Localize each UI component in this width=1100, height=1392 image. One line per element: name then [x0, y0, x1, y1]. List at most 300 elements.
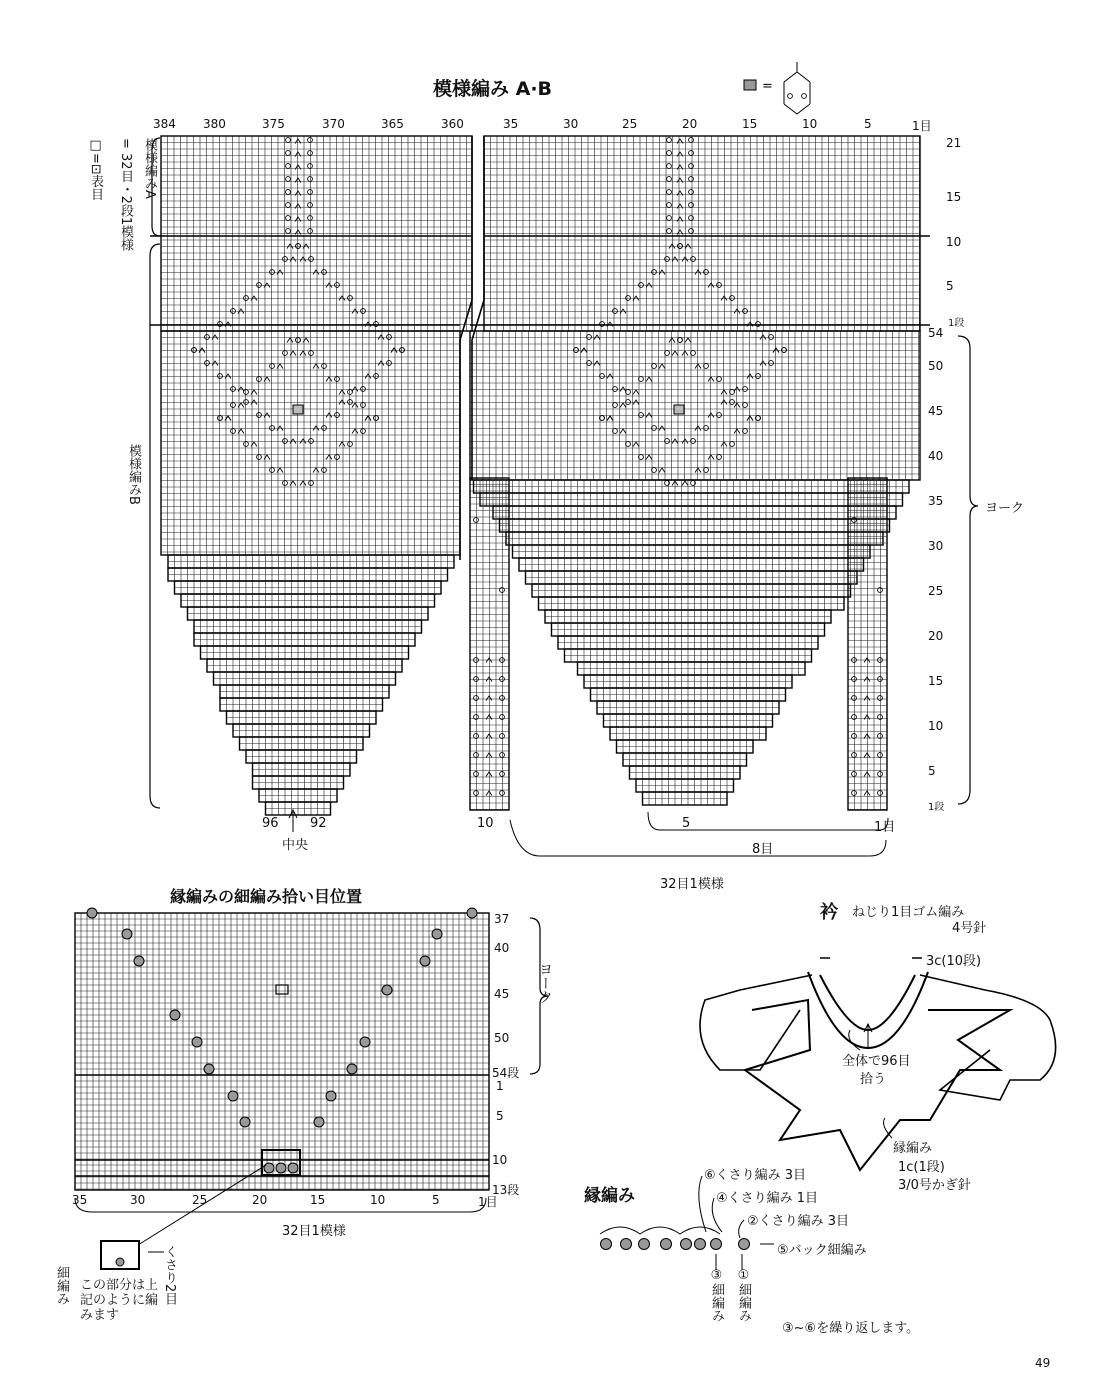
- yarn-over-symbol: [743, 403, 748, 408]
- right-yoke-step: [597, 701, 779, 714]
- yarn-over-symbol: [335, 413, 340, 418]
- yarn-over-symbol: [244, 296, 249, 301]
- right-yoke-step: [636, 779, 734, 792]
- yarn-over-symbol: [802, 94, 807, 99]
- yarn-over-symbol: [474, 734, 479, 739]
- yarn-over-symbol: [283, 257, 288, 262]
- left-yoke-step: [246, 750, 357, 763]
- yarn-over-symbol: [474, 696, 479, 701]
- right-yoke-step: [617, 740, 754, 753]
- yarn-over-symbol: [283, 351, 288, 356]
- decrease-symbol: [677, 165, 683, 170]
- yarn-over-symbol: [689, 151, 694, 156]
- yarn-over-symbol: [500, 753, 505, 758]
- collar-count: 3c(10段): [926, 954, 982, 969]
- left-yoke-step: [220, 685, 389, 698]
- yarn-over-symbol: [308, 229, 313, 234]
- edging-chain-loops: [600, 1227, 720, 1234]
- yarn-over-symbol: [348, 442, 353, 447]
- edge-row-1: 1: [496, 1079, 504, 1093]
- decrease-symbol: [677, 178, 683, 183]
- legend-equals: =: [762, 79, 773, 94]
- edge-row-54: 54段: [492, 1066, 520, 1080]
- yarn-over-symbol: [704, 364, 709, 369]
- yarn-over-symbol: [689, 138, 694, 143]
- right-yoke-step-lines: [545, 610, 831, 623]
- upper-row-5: 5: [946, 279, 954, 293]
- yarn-over-symbol: [286, 151, 291, 156]
- edge-col-30: 30: [130, 1193, 146, 1207]
- decrease-symbol: [633, 442, 639, 447]
- decrease-symbol: [659, 364, 665, 369]
- decrease-symbol: [677, 139, 683, 144]
- pickup-point: [314, 1117, 324, 1127]
- right-yoke-step: [526, 571, 858, 584]
- left-yoke-step-lines: [194, 633, 415, 646]
- left-yoke-step-lines: [259, 789, 337, 802]
- yarn-over-symbol: [613, 403, 618, 408]
- yarn-over-symbol: [730, 400, 735, 405]
- decrease-symbol: [486, 715, 492, 720]
- decrease-symbol: [646, 455, 652, 460]
- span-32-brace: [510, 820, 886, 856]
- right-yoke-step: [519, 558, 864, 571]
- decrease-symbol: [486, 753, 492, 758]
- yoke-row-1: 1段: [928, 802, 945, 813]
- yarn-over-symbol: [283, 481, 288, 486]
- right-yoke-step-lines: [493, 506, 896, 519]
- yarn-over-symbol: [205, 361, 210, 366]
- right-yoke-step: [565, 649, 812, 662]
- yarn-over-symbol: [308, 177, 313, 182]
- decrease-symbol: [295, 191, 301, 196]
- decrease-symbol: [747, 416, 753, 421]
- yarn-over-symbol: [667, 203, 672, 208]
- decrease-symbol: [295, 178, 301, 183]
- decrease-symbol: [352, 403, 358, 408]
- yarn-over-symbol: [387, 361, 392, 366]
- pickup-point: [420, 956, 430, 966]
- edge-chart-title: 縁編みの細編み拾い目位置: [170, 887, 363, 906]
- yarn-over-symbol: [639, 377, 644, 382]
- right-yoke-step-lines: [591, 688, 786, 701]
- decrease-symbol: [708, 455, 714, 460]
- left-yoke-step: [168, 555, 454, 568]
- yarn-over-symbol: [218, 374, 223, 379]
- yarn-over-symbol: [691, 439, 696, 444]
- right-yoke-step-lines: [584, 675, 792, 688]
- decrease-symbol: [721, 390, 727, 395]
- bottom-num-92: 92: [310, 816, 327, 831]
- yarn-over-symbol: [309, 481, 314, 486]
- yarn-over-symbol: [574, 348, 579, 353]
- decrease-symbol: [677, 217, 683, 222]
- yarn-over-symbol: [231, 387, 236, 392]
- edging-repeat: ③~⑥を繰り返します。: [782, 1321, 920, 1336]
- yarn-over-symbol: [665, 257, 670, 262]
- right-yoke-step-lines: [604, 714, 773, 727]
- page-number: 49: [1035, 1356, 1051, 1370]
- left-yoke-step-lines: [220, 685, 389, 698]
- yarn-over-symbol: [361, 387, 366, 392]
- yarn-over-symbol: [587, 361, 592, 366]
- collar-edge-2: 1c(1段): [898, 1160, 945, 1175]
- yarn-over-symbol: [704, 426, 709, 431]
- edge-grid-lines: [75, 913, 489, 1190]
- yarn-over-symbol: [852, 753, 857, 758]
- center-label: 中央: [282, 838, 309, 853]
- yarn-over-symbol: [678, 338, 683, 343]
- yarn-over-symbol: [231, 309, 236, 314]
- yarn-over-symbol: [374, 374, 379, 379]
- decrease-symbol: [695, 364, 701, 369]
- right-yoke-step-lines: [539, 597, 845, 610]
- decrease-symbol: [295, 152, 301, 157]
- edging-stitch: [739, 1239, 750, 1250]
- right-yoke-step: [532, 584, 851, 597]
- col-num-5: 5: [864, 117, 872, 131]
- right-yoke-step-lines: [552, 623, 825, 636]
- yarn-over-symbol: [730, 390, 735, 395]
- yarn-over-symbol: [730, 296, 735, 301]
- yoke-brace: [958, 336, 978, 804]
- pickup-point: [360, 1037, 370, 1047]
- right-yoke-step-lines: [480, 493, 903, 506]
- yarn-over-symbol: [852, 772, 857, 777]
- yoke-label-main: ヨーク: [985, 501, 1025, 516]
- edging-stitch: [621, 1239, 632, 1250]
- yarn-over-symbol: [704, 468, 709, 473]
- right-yoke-step: [591, 688, 786, 701]
- edging-step-3: ③細編み: [709, 1268, 724, 1322]
- yarn-over-symbol: [322, 364, 327, 369]
- right-yoke-step-lines: [500, 519, 890, 532]
- edging-title: 縁編み: [584, 1186, 635, 1206]
- decrease-symbol: [313, 364, 319, 369]
- edge-row-40: 40: [494, 941, 510, 955]
- pickup-point: [192, 1037, 202, 1047]
- decrease-symbol: [864, 753, 870, 758]
- yarn-over-symbol: [270, 468, 275, 473]
- edging-step-4: ④くさり編み 1目: [716, 1191, 819, 1206]
- col-num-10: 10: [802, 117, 818, 131]
- edging-stitch: [601, 1239, 612, 1250]
- pickup-point: [288, 1163, 298, 1173]
- collar-pickup-2: 拾う: [860, 1072, 887, 1087]
- left-yoke-step: [253, 763, 351, 776]
- yarn-over-symbol: [309, 439, 314, 444]
- right-yoke-step: [584, 675, 792, 688]
- yarn-over-symbol: [689, 177, 694, 182]
- yarn-over-symbol: [756, 416, 761, 421]
- yarn-over-symbol: [652, 270, 657, 275]
- yoke-row-5: 5: [928, 764, 936, 778]
- yarn-over-symbol: [689, 229, 694, 234]
- right-yoke-step-lines: [513, 545, 871, 558]
- yarn-over-symbol: [283, 439, 288, 444]
- yarn-over-symbol: [308, 164, 313, 169]
- yoke-row-54: 54: [928, 326, 944, 340]
- yarn-over-symbol: [689, 190, 694, 195]
- decrease-symbol: [669, 338, 675, 343]
- yarn-over-symbol: [374, 416, 379, 421]
- yarn-over-symbol: [270, 364, 275, 369]
- side-column-left-lines: [470, 478, 509, 810]
- col-num-30: 30: [563, 117, 579, 131]
- col-num-380: 380: [203, 117, 226, 131]
- left-yoke-step-lines: [175, 581, 442, 594]
- yarn-over-symbol: [500, 677, 505, 682]
- edge-row-13: 13段: [492, 1183, 520, 1197]
- yarn-over-symbol: [717, 413, 722, 418]
- yarn-over-symbol: [309, 351, 314, 356]
- yarn-over-symbol: [218, 416, 223, 421]
- side-column-right-lines: [848, 478, 887, 810]
- left-yoke-step-lines: [246, 750, 357, 763]
- yarn-over-symbol: [244, 400, 249, 405]
- yarn-over-symbol: [270, 270, 275, 275]
- left-yoke-step: [233, 724, 370, 737]
- yarn-over-symbol: [335, 455, 340, 460]
- decrease-symbol: [677, 152, 683, 157]
- left-yoke-step: [266, 802, 331, 815]
- edging-step-2: ②くさり編み 3目: [747, 1214, 850, 1229]
- right-yoke-step: [643, 792, 728, 805]
- left-upper-grid-lines: [161, 136, 472, 331]
- bottom-num-96: 96: [262, 816, 279, 831]
- yarn-over-symbol: [322, 426, 327, 431]
- right-yoke-step-lines: [610, 727, 766, 740]
- yarn-over-symbol: [192, 348, 197, 353]
- upper-row-1: 1段: [948, 318, 965, 329]
- right-yoke-step-lines: [526, 571, 858, 584]
- yarn-over-symbol: [788, 94, 793, 99]
- left-yoke-step: [259, 789, 337, 802]
- collar-pickup: 全体で96目: [842, 1054, 911, 1069]
- pickup-point: [134, 956, 144, 966]
- yoke-row-50: 50: [928, 359, 944, 373]
- span-32-label: 32目1模様: [660, 877, 724, 892]
- upper-row-15: 15: [946, 190, 962, 204]
- yarn-over-symbol: [678, 244, 683, 249]
- left-yoke-step: [188, 607, 429, 620]
- yarn-over-symbol: [286, 190, 291, 195]
- left-upper-grid: [161, 136, 472, 331]
- yarn-over-symbol: [308, 138, 313, 143]
- edging-stitch: [711, 1239, 722, 1250]
- yarn-over-symbol: [500, 696, 505, 701]
- decrease-symbol: [295, 139, 301, 144]
- right-yoke-step-lines: [630, 766, 741, 779]
- yarn-over-symbol: [852, 734, 857, 739]
- decrease-symbol: [300, 351, 306, 356]
- yarn-over-symbol: [613, 387, 618, 392]
- yarn-over-symbol: [652, 426, 657, 431]
- decrease-symbol: [295, 165, 301, 170]
- left-yoke-step-lines: [201, 646, 409, 659]
- note-single-crochet: 細編み: [54, 1266, 69, 1305]
- right-yoke-step-lines: [617, 740, 754, 753]
- yarn-over-symbol: [257, 455, 262, 460]
- right-yoke-step: [506, 532, 883, 545]
- edge-col-15: 15: [310, 1193, 326, 1207]
- decrease-symbol: [864, 715, 870, 720]
- right-yoke-step: [552, 623, 825, 636]
- edging-step-leaders: [699, 1176, 744, 1238]
- edge-col-25: 25: [192, 1193, 208, 1207]
- left-yoke-step: [220, 698, 383, 711]
- yarn-over-symbol: [348, 390, 353, 395]
- yarn-over-symbol: [600, 374, 605, 379]
- pickup-point: [467, 908, 477, 918]
- right-yoke-step-lines: [519, 558, 864, 571]
- yarn-over-symbol: [286, 229, 291, 234]
- yarn-over-symbol: [286, 164, 291, 169]
- collar-desc-needle: 4号針: [952, 921, 987, 936]
- yarn-over-symbol: [308, 190, 313, 195]
- edge-col-10: 10: [370, 1193, 386, 1207]
- right-upper-grid-lines: [484, 136, 920, 331]
- yoke-row-20: 20: [928, 629, 944, 643]
- decrease-symbol: [339, 390, 345, 395]
- decrease-symbol: [295, 230, 301, 235]
- left-yoke-step-lines: [214, 672, 396, 685]
- pickup-point: [240, 1117, 250, 1127]
- left-yoke-step-lines: [233, 724, 370, 737]
- col-num-35: 35: [503, 117, 519, 131]
- yarn-over-symbol: [361, 403, 366, 408]
- yarn-over-symbol: [270, 426, 275, 431]
- yarn-over-symbol: [231, 403, 236, 408]
- edging-stitch: [681, 1239, 692, 1250]
- edge-row-45: 45: [494, 987, 510, 1001]
- col-num-365: 365: [381, 117, 404, 131]
- yarn-over-symbol: [244, 390, 249, 395]
- legend-cell-icon: [744, 80, 756, 90]
- right-upper-grid: [484, 136, 920, 331]
- yarn-over-symbol: [626, 400, 631, 405]
- yarn-over-symbol: [231, 429, 236, 434]
- yarn-over-symbol: [667, 151, 672, 156]
- left-yoke-step: [168, 568, 448, 581]
- yoke-row-30: 30: [928, 539, 944, 553]
- collar-edge-1: 縁編み: [893, 1141, 933, 1156]
- edging-step-1: ①細編み: [736, 1268, 751, 1322]
- yarn-over-symbol: [665, 439, 670, 444]
- decrease-symbol: [607, 416, 613, 421]
- upper-row-21: 21: [946, 136, 962, 150]
- yarn-over-symbol: [878, 696, 883, 701]
- col-num-20: 20: [682, 117, 698, 131]
- pattern-b-brace: [150, 244, 160, 808]
- yarn-over-symbol: [500, 791, 505, 796]
- yarn-over-symbol: [691, 257, 696, 262]
- yoke-row-45: 45: [928, 404, 944, 418]
- side-note-key: □=⊡表目: [88, 138, 103, 201]
- yarn-over-symbol: [308, 151, 313, 156]
- left-yoke-step-lines: [207, 659, 402, 672]
- col-num-384: 384: [153, 117, 176, 131]
- yarn-over-symbol: [743, 429, 748, 434]
- yarn-over-symbol: [400, 348, 405, 353]
- decrease-symbol: [708, 377, 714, 382]
- note-chain-2: くさり2目: [162, 1245, 177, 1306]
- decrease-symbol: [287, 338, 293, 343]
- yarn-over-symbol: [308, 203, 313, 208]
- detail-pickup-point: [116, 1258, 124, 1266]
- yarn-over-symbol: [613, 429, 618, 434]
- decrease-symbol: [685, 338, 691, 343]
- right-yoke-step-lines: [565, 649, 812, 662]
- yarn-over-symbol: [769, 335, 774, 340]
- yarn-over-symbol: [626, 442, 631, 447]
- edge-span-label: 32目1模様: [282, 1224, 346, 1239]
- right-yoke-step: [480, 493, 903, 506]
- edging-step-6: ⑥くさり編み 3目: [704, 1168, 807, 1183]
- right-yoke-step-lines: [623, 753, 747, 766]
- decrease-symbol: [633, 390, 639, 395]
- pickup-point: [264, 1163, 274, 1173]
- pickup-point: [276, 1163, 286, 1173]
- decrease-symbol: [864, 791, 870, 796]
- right-yoke-step: [610, 727, 766, 740]
- yarn-over-symbol: [309, 257, 314, 262]
- yarn-over-symbol: [474, 791, 479, 796]
- yarn-over-symbol: [257, 413, 262, 418]
- right-yoke-step: [493, 506, 896, 519]
- left-yoke-step-lines: [188, 607, 429, 620]
- decrease-symbol: [300, 481, 306, 486]
- yarn-over-symbol: [743, 387, 748, 392]
- bottom-num-1: 1目: [874, 820, 896, 835]
- decrease-symbol: [734, 429, 740, 434]
- edge-center-mark: [276, 985, 288, 994]
- yarn-over-symbol: [639, 455, 644, 460]
- yarn-over-symbol: [667, 177, 672, 182]
- decrease-symbol: [646, 377, 652, 382]
- center-arrow: [289, 810, 297, 832]
- right-yoke-step: [500, 519, 890, 532]
- yarn-over-symbol: [286, 138, 291, 143]
- yarn-over-symbol: [704, 270, 709, 275]
- upper-row-10: 10: [946, 235, 962, 249]
- yarn-over-symbol: [667, 229, 672, 234]
- decrease-symbol: [734, 403, 740, 408]
- edging-stitch: [661, 1239, 672, 1250]
- decrease-symbol: [864, 696, 870, 701]
- yarn-over-symbol: [689, 216, 694, 221]
- edge-row-37: 37: [494, 912, 510, 926]
- right-yoke-step: [578, 662, 806, 675]
- yarn-over-symbol: [626, 390, 631, 395]
- pickup-point: [382, 985, 392, 995]
- yarn-over-symbol: [852, 677, 857, 682]
- yarn-over-symbol: [667, 216, 672, 221]
- right-yoke-step: [623, 753, 747, 766]
- col-num-25: 25: [622, 117, 638, 131]
- left-yoke-step-lines: [240, 737, 364, 750]
- yarn-over-symbol: [361, 429, 366, 434]
- decrease-symbol: [365, 416, 371, 421]
- pickup-arrow: [864, 1024, 872, 1048]
- col-num-370: 370: [322, 117, 345, 131]
- yarn-over-symbol: [665, 351, 670, 356]
- decrease-symbol: [677, 204, 683, 209]
- yarn-over-symbol: [639, 413, 644, 418]
- yarn-over-symbol: [286, 177, 291, 182]
- collar-desc-rib: ねじり1目ゴム編み: [852, 905, 965, 920]
- note-this-part: この部分は上記のように編みます: [80, 1278, 159, 1323]
